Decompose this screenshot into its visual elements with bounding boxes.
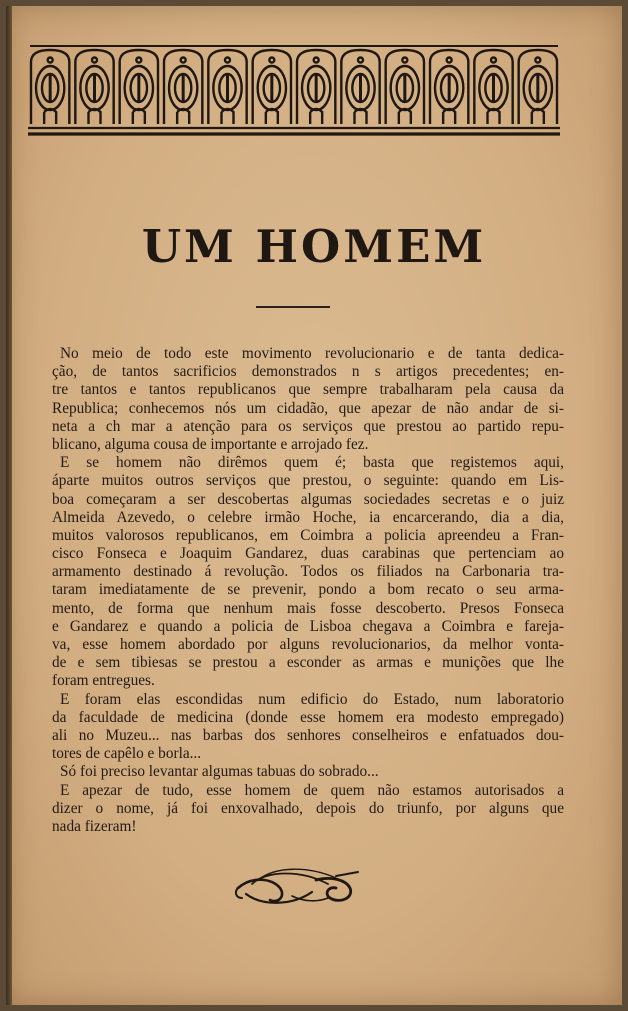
text-line: E apezar de tudo, esse homem de quem não estamos autorisados a xyxy=(60,781,564,799)
text-line: E se homem não dirêmos quem é; basta que registemos aqui, xyxy=(60,454,564,472)
text-line: foram entregues. xyxy=(52,672,155,690)
text-line: tores de capêlo e borla... xyxy=(52,745,202,763)
text-line: boa começaram a ser descobertas algumas sociedades secretas e o juiz xyxy=(52,490,564,508)
text-line: No meio de todo este movimento revolucionario e de tanta dedica- xyxy=(60,345,564,362)
text-line: dizer o nome, já foi enxovalhado, depois do triunfo, por alguns que xyxy=(52,799,564,817)
text-line: armamento destinado á revolução. Todos os filiados na Carbonaria tra- xyxy=(52,563,564,581)
text-line: ção, de tantos sacrificios demonstrados n s artigos precedentes; en- xyxy=(52,363,564,381)
text-line: nada fizeram! xyxy=(52,817,137,835)
text-line: va, esse homem abordado por alguns revolucionarios, da melhor vonta- xyxy=(52,636,564,653)
text-line: de e sem tibiesas se prestou a esconder as armas e munições que lhe xyxy=(52,654,564,672)
text-line: Republica; conhecemos nós um cidadão, que apezar de não andar de si- xyxy=(52,399,564,417)
text-line: taram imediatamente de se prevenir, pondo a bom recato o seu arma- xyxy=(52,581,564,599)
text-line: tre tantos e tantos republicanos que sempre trabalharam pela causa da xyxy=(52,381,564,399)
document-page xyxy=(6,6,622,1005)
text-line: da faculdade de medicina (donde esse homem era modesto empregado) xyxy=(52,708,564,726)
text-line: Almeida Azevedo, o celebre irmão Hoche, ia encarcerando, dia a dia, xyxy=(52,508,564,526)
text-line: mento, de forma que nenhum mais fosse descoberto. Presos Fonseca xyxy=(52,599,564,617)
text-line: blicano, alguma cousa de importante e arrojado fez. xyxy=(52,435,369,453)
text-line: cisco Fonseca e Joaquim Gandarez, duas carabinas que pertenciam ao xyxy=(52,545,564,563)
text-line: áparte muitos outros serviços que prestou, o seguinte: quando em Lis- xyxy=(52,472,564,490)
page-title: UM HOMEM xyxy=(141,220,487,273)
text-line: muitos valorosos republicanos, em Coimbra a policia apreendeu a Fran- xyxy=(52,526,564,544)
article-body xyxy=(52,345,564,836)
text-line: neta a ch mar a atenção para os serviços que prestou ao partido repu- xyxy=(52,417,564,435)
title-divider xyxy=(256,306,330,308)
header-ornament-icon xyxy=(26,42,562,138)
text-line: E foram elas escondidas num edificio do Estado, num laboratorio xyxy=(60,690,564,708)
text-line: Só foi preciso levantar algumas tabuas do sobrado... xyxy=(60,763,379,781)
flourish-ornament-icon xyxy=(232,866,362,916)
text-line: ali no Muzeu... nas barbas dos senhores conselheiros e enfatuados dou- xyxy=(52,726,564,744)
book-spine-edge xyxy=(6,6,12,1005)
text-line: e Gandarez e quando a policia de Lisboa chegava a Coimbra e fareja- xyxy=(52,617,564,635)
